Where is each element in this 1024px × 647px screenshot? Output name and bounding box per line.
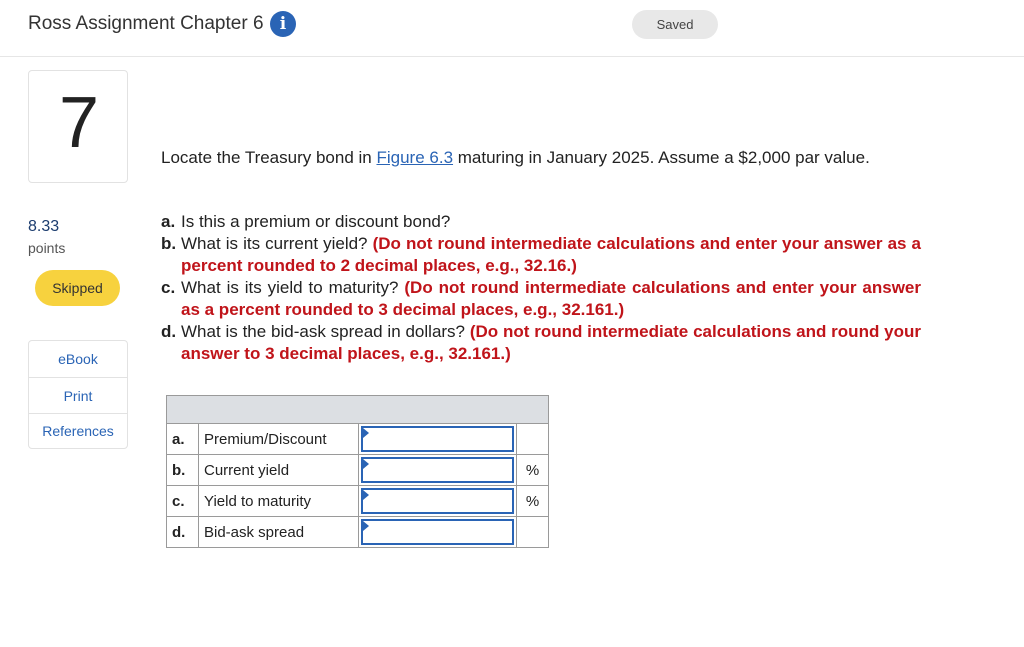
answer-cell bbox=[359, 486, 517, 517]
row-item: Yield to maturity bbox=[199, 486, 359, 517]
question-part-b bbox=[161, 233, 921, 277]
info-icon[interactable]: i bbox=[270, 11, 296, 37]
bid-ask-spread-input[interactable] bbox=[361, 519, 514, 545]
question-part-c bbox=[161, 277, 921, 321]
row-item: Premium/Discount bbox=[199, 424, 359, 455]
answer-cell bbox=[359, 424, 517, 455]
row-item: Bid-ask spread bbox=[199, 517, 359, 548]
table-row bbox=[167, 455, 549, 486]
answer-table bbox=[166, 395, 549, 548]
top-bar bbox=[0, 0, 1024, 57]
premium-discount-input[interactable] bbox=[361, 426, 514, 452]
resource-links bbox=[28, 340, 128, 449]
points-value: 8.33 bbox=[28, 218, 60, 235]
references-link[interactable]: References bbox=[42, 423, 114, 439]
part-instruction: (Do not round intermediate calculations and enter your answer as a percent rounded to 2 decimal places, e.g., 32.16.) bbox=[181, 234, 921, 275]
row-label: c. bbox=[167, 486, 199, 517]
question-part-a bbox=[161, 211, 921, 233]
answer-cell bbox=[359, 455, 517, 486]
skipped-badge: Skipped bbox=[35, 270, 120, 306]
question-text bbox=[161, 147, 921, 169]
part-text: Is this a premium or discount bond? bbox=[181, 212, 451, 231]
row-unit: % bbox=[517, 486, 549, 517]
row-unit: % bbox=[517, 455, 549, 486]
part-label: b. bbox=[161, 234, 177, 253]
table-row bbox=[167, 424, 549, 455]
print-link[interactable]: Print bbox=[29, 378, 127, 414]
part-text: What is its current yield? bbox=[181, 234, 373, 253]
part-instruction: (Do not round intermediate calculations and round your answer to 3 decimal places, e.g., 32.161.) bbox=[181, 322, 921, 363]
assignment-title: Ross Assignment Chapter 6 bbox=[28, 13, 264, 34]
question-number: 7 bbox=[58, 83, 100, 163]
part-label: a. bbox=[161, 212, 176, 231]
part-instruction: (Do not round intermediate calculations and enter your answer as a percent rounded to 3 decimal places, e.g., 32.161.) bbox=[181, 278, 921, 319]
row-unit bbox=[517, 517, 549, 548]
row-item: Current yield bbox=[199, 455, 359, 486]
table-row bbox=[167, 517, 549, 548]
row-label: d. bbox=[167, 517, 199, 548]
table-row bbox=[167, 486, 549, 517]
header-cell bbox=[167, 396, 549, 424]
part-text: What is its yield to maturity? bbox=[181, 278, 405, 297]
row-label: a. bbox=[167, 424, 199, 455]
question-part-d bbox=[161, 321, 921, 365]
figure-link[interactable]: Figure 6.3 bbox=[376, 148, 454, 167]
question-number-box bbox=[28, 70, 128, 183]
ebook-link[interactable]: eBook bbox=[29, 341, 127, 378]
question-intro: Locate the Treasury bond in bbox=[161, 148, 377, 167]
part-text: What is the bid-ask spread in dollars? bbox=[181, 322, 470, 341]
part-label: d. bbox=[161, 322, 177, 341]
current-yield-input[interactable] bbox=[361, 457, 514, 483]
answer-cell bbox=[359, 517, 517, 548]
question-parts bbox=[161, 211, 921, 365]
question-intro-end: maturing in January 2025. Assume a $2,000 par value. bbox=[453, 148, 870, 167]
row-unit bbox=[517, 424, 549, 455]
part-label: c. bbox=[161, 278, 176, 297]
answer-table-header bbox=[167, 396, 549, 424]
saved-status-badge: Saved bbox=[632, 10, 718, 39]
points-label: points bbox=[28, 240, 66, 256]
row-label: b. bbox=[167, 455, 199, 486]
yield-to-maturity-input[interactable] bbox=[361, 488, 514, 514]
